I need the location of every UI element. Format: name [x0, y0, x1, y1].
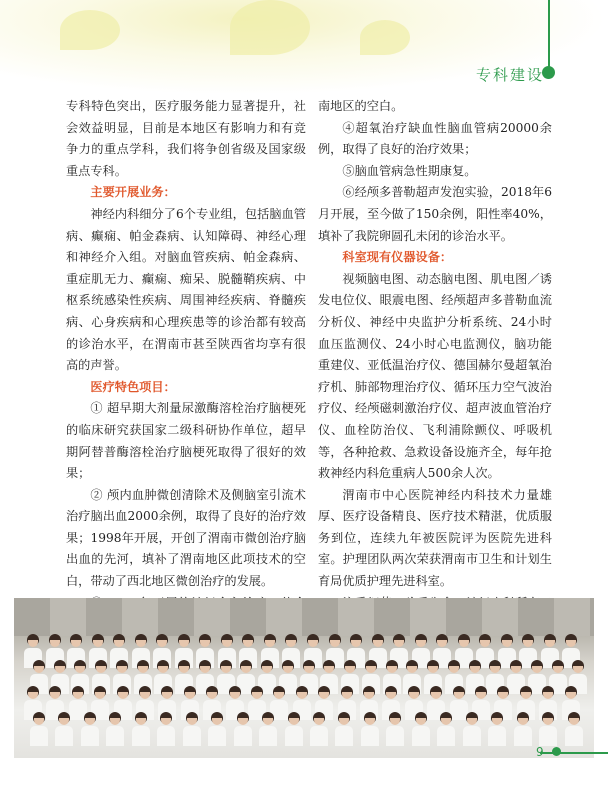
paragraph: ④超氧治疗缺血性脑血管病20000余例，取得了良好的治疗效果； — [318, 120, 552, 157]
paragraph: ⑤脑血管病急性期康复。 — [342, 163, 477, 178]
page-number: 9 — [536, 745, 544, 759]
paragraph: ② 颅内血肿微创清除术及侧脑室引流术治疗脑出血2000余例，取得了良好的治疗效果；1998年开展，开创了渭南市微创治疗脑出血的先河，填补了渭南地区此项技术的空白，带动了西北地区微创治疗的发展。 — [66, 487, 306, 589]
photo-person — [55, 712, 73, 748]
section-heading: 主要开展业务： — [90, 185, 176, 200]
photo-person — [565, 712, 583, 748]
photo-person — [30, 712, 48, 748]
photo-person — [132, 712, 150, 748]
photo-person — [361, 712, 379, 748]
paragraph: 南地区的空白。 — [318, 99, 404, 113]
photo-person — [488, 712, 506, 748]
paragraph: 渭南市中心医院神经内科技术力量雄厚、医疗设备精良、医疗技术精湛，优质服务到位，连续九年被医院评为医院先进科室。护理团队两次荣获渭南市卫生和计划生育局优质护理先进科室。 — [318, 487, 552, 589]
paragraph: ⑥经颅多普勒超声发泡实验，2018年6月开展，至今做了150余例，阳性率40%，填补了我院卵圆孔未闭的诊治水平。 — [318, 185, 552, 243]
paragraph: 视频脑电图、动态脑电图、肌电图／诱发电位仪、眼震电图、经颅超声多普勒血流分析仪、神经中央监护分析系统、24小时血压监测仪、24小时心电监测仪，脑功能重建仪、亚低温治疗仪、德国赫尔曼超氧治疗机、肺部物理治疗仪、循环压力空气波治疗仪、经颅磁刺激治疗仪、超声波血管治疗仪、血栓防治仪、飞利浦除颤仪、呼吸机等，各种抢救、急救设备设施齐全，每年抢救神经内科危重病人500余人次。 — [318, 271, 552, 481]
section-heading: 科室现有仪器设备： — [342, 250, 453, 265]
header-accent-line — [548, 0, 550, 68]
section-title: 专科建设 — [476, 66, 545, 84]
photo-person — [208, 712, 226, 748]
photo-person — [514, 712, 532, 748]
photo-person — [386, 712, 404, 748]
photo-person — [285, 712, 303, 748]
photo-person — [183, 712, 201, 748]
photo-person — [234, 712, 252, 748]
group-photo — [14, 598, 594, 758]
section-heading: 医疗特色项目： — [90, 379, 176, 394]
photo-crowd — [24, 634, 584, 750]
photo-person — [106, 712, 124, 748]
photo-person — [259, 712, 277, 748]
photo-person — [463, 712, 481, 748]
footer-accent-line — [540, 752, 608, 754]
photo-person — [310, 712, 328, 748]
paragraph: 神经内科细分了6个专业组，包括脑血管病、癫痫、帕金森病、认知障碍、神经心理和神经介入组。对脑血管疾病、帕金森病、重症肌无力、癫痫、痴呆、脱髓鞘疾病、中枢系统感染性疾病、周围神经疾病、脊髓疾病、心身疾病和心理疾患等的诊治都有较高的诊治水平，在渭南市甚至陕西省均享有很高的声誉。 — [66, 206, 306, 373]
photo-person — [412, 712, 430, 748]
paragraph: ① 超早期大剂量尿激酶溶栓治疗脑梗死的临床研究获国家二级科研协作单位，超早期阿替普酶溶栓治疗脑梗死取得了很好的效果； — [66, 401, 306, 481]
paragraph: 专科特色突出，医疗服务能力显著提升，社会效益明显，目前是本地区有影响力和有竞争力的重点学科，我们将争创省级及国家级重点专科。 — [66, 99, 306, 178]
photo-person — [81, 712, 99, 748]
photo-person — [157, 712, 175, 748]
photo-background-wall — [14, 598, 594, 636]
footer-accent-dot — [552, 747, 561, 756]
right-column — [318, 96, 552, 679]
photo-person — [437, 712, 455, 748]
photo-person — [539, 712, 557, 748]
photo-person — [335, 712, 353, 748]
